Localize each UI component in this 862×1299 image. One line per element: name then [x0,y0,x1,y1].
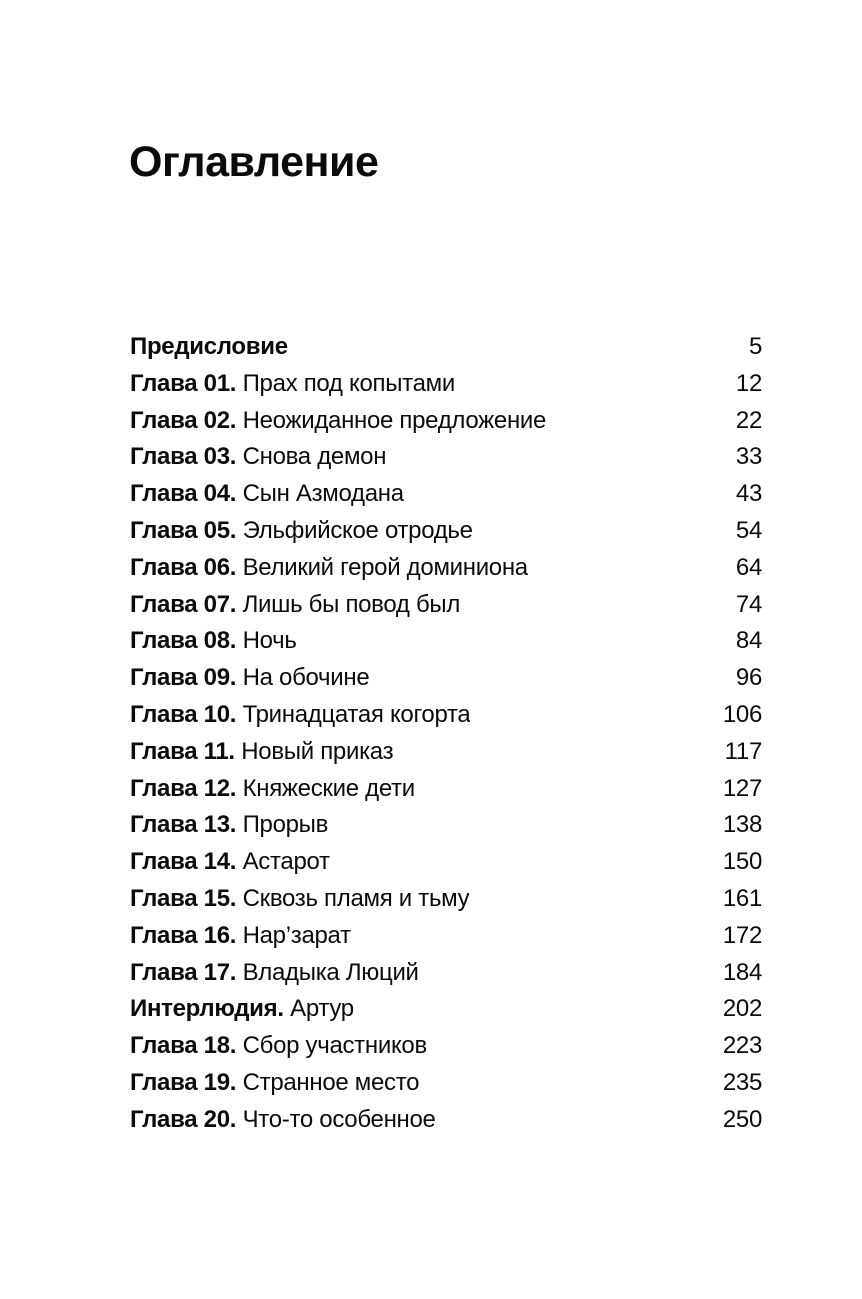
toc-entry [130,697,762,734]
entry-prefix: Глава 16. [130,921,237,949]
entry-label [130,1028,427,1065]
entry-page-number: 223 [722,1032,762,1060]
entry-prefix: Глава 13. [130,811,237,839]
toc-entry [130,1065,762,1102]
entry-label [130,476,404,513]
entry-title: Сын Азмодана [242,480,404,508]
entry-title: Ночь [242,627,297,655]
entry-page-number: 117 [724,737,762,765]
entry-label [130,1065,419,1102]
toc-entry [130,844,762,881]
entry-label [130,844,330,881]
toc-entry [130,513,762,550]
entry-label [130,918,351,955]
toc-entry [130,439,762,476]
entry-prefix: Глава 02. [130,406,237,434]
entry-label [130,734,393,771]
toc-entry [130,881,762,918]
entry-page-number: 184 [722,958,762,986]
toc-entry [130,587,762,624]
entry-prefix: Глава 10. [130,700,237,728]
entry-label [130,550,528,587]
toc-entry [130,550,762,587]
toc-entry [130,476,762,513]
entry-title: Тринадцатая когорта [242,700,471,728]
entry-label [130,807,328,844]
entry-label [130,697,470,734]
entry-title: Княжеские дети [242,774,415,802]
entry-page-number: 161 [722,884,762,912]
entry-label [130,439,386,476]
entry-page-number: 54 [735,516,762,544]
entry-title: Снова демон [242,443,387,471]
entry-title: Лишь бы повод был [242,590,461,618]
toc-entry [130,807,762,844]
entry-page-number: 22 [735,406,762,434]
entry-label [130,771,415,808]
entry-prefix: Глава 07. [130,590,237,618]
entry-title: Артур [290,995,354,1023]
entry-title: Владыка Люций [242,958,419,986]
entry-label [130,366,455,403]
entry-title: Неожиданное предложение [242,406,547,434]
entry-title: Прорыв [242,811,329,839]
entry-title: Великий герой доминиона [242,553,528,581]
entry-page-number: 12 [735,369,762,397]
toc-entry [130,734,762,771]
entry-prefix: Глава 09. [130,664,237,692]
entry-page-number: 43 [735,480,762,508]
toc-entry [130,623,762,660]
entry-label [130,587,460,624]
toc-entry [130,991,762,1028]
entry-page-number: 138 [722,811,762,839]
entry-page-number: 96 [735,664,762,692]
entry-prefix: Интерлюдия. [130,995,284,1023]
entry-label [130,513,473,550]
entry-prefix: Глава 20. [130,1105,237,1133]
entry-label [130,955,419,992]
entry-title: Астарот [242,848,330,876]
toc-entry [130,955,762,992]
entry-label [130,623,297,660]
toc-entry [130,660,762,697]
entry-prefix: Глава 08. [130,627,237,655]
toc-entry [130,918,762,955]
entry-prefix: Глава 19. [130,1068,237,1096]
toc-entry [130,366,762,403]
entry-prefix: Глава 06. [130,553,237,581]
entry-prefix: Глава 03. [130,443,237,471]
entry-page-number: 150 [722,848,762,876]
toc-entry [130,329,762,366]
entry-page-number: 84 [735,627,762,655]
entry-page-number: 33 [735,443,762,471]
entry-page-number: 64 [735,553,762,581]
entry-title: Что-то особенное [242,1105,436,1133]
entry-prefix: Глава 01. [130,369,237,397]
entry-page-number: 172 [722,921,762,949]
entry-title: Новый приказ [241,737,394,765]
entry-title: Прах под копытами [242,369,455,397]
entry-title: На обочине [242,664,370,692]
entry-label [130,991,354,1028]
toc-list [130,329,762,1139]
entry-prefix: Глава 14. [130,848,237,876]
entry-title: Сбор участников [242,1032,427,1060]
entry-prefix: Глава 17. [130,958,237,986]
entry-title: Эльфийское отродье [242,516,473,544]
entry-title: Нар’зарат [242,921,351,949]
entry-label [130,329,288,366]
entry-title: Сквозь пламя и тьму [242,884,470,912]
entry-page-number: 106 [722,700,762,728]
entry-page-number: 202 [722,995,762,1023]
entry-prefix: Предисловие [130,333,288,360]
entry-prefix: Глава 15. [130,884,237,912]
page-title: Оглавление [129,138,379,186]
toc-entry [130,1028,762,1065]
entry-page-number: 235 [722,1068,762,1096]
toc-entry [130,771,762,808]
entry-prefix: Глава 11. [130,737,235,765]
entry-prefix: Глава 05. [130,516,237,544]
entry-prefix: Глава 12. [130,774,237,802]
entry-label [130,881,469,918]
toc-entry [130,1102,762,1139]
entry-prefix: Глава 18. [130,1032,237,1060]
entry-prefix: Глава 04. [130,480,237,508]
entry-title: Странное место [242,1068,420,1096]
entry-page-number: 127 [722,774,762,802]
entry-label [130,1102,436,1139]
entry-label [130,660,369,697]
entry-page-number: 5 [748,333,762,360]
toc-entry [130,403,762,440]
entry-page-number: 74 [735,590,762,618]
entry-label [130,403,546,440]
entry-page-number: 250 [722,1105,762,1133]
